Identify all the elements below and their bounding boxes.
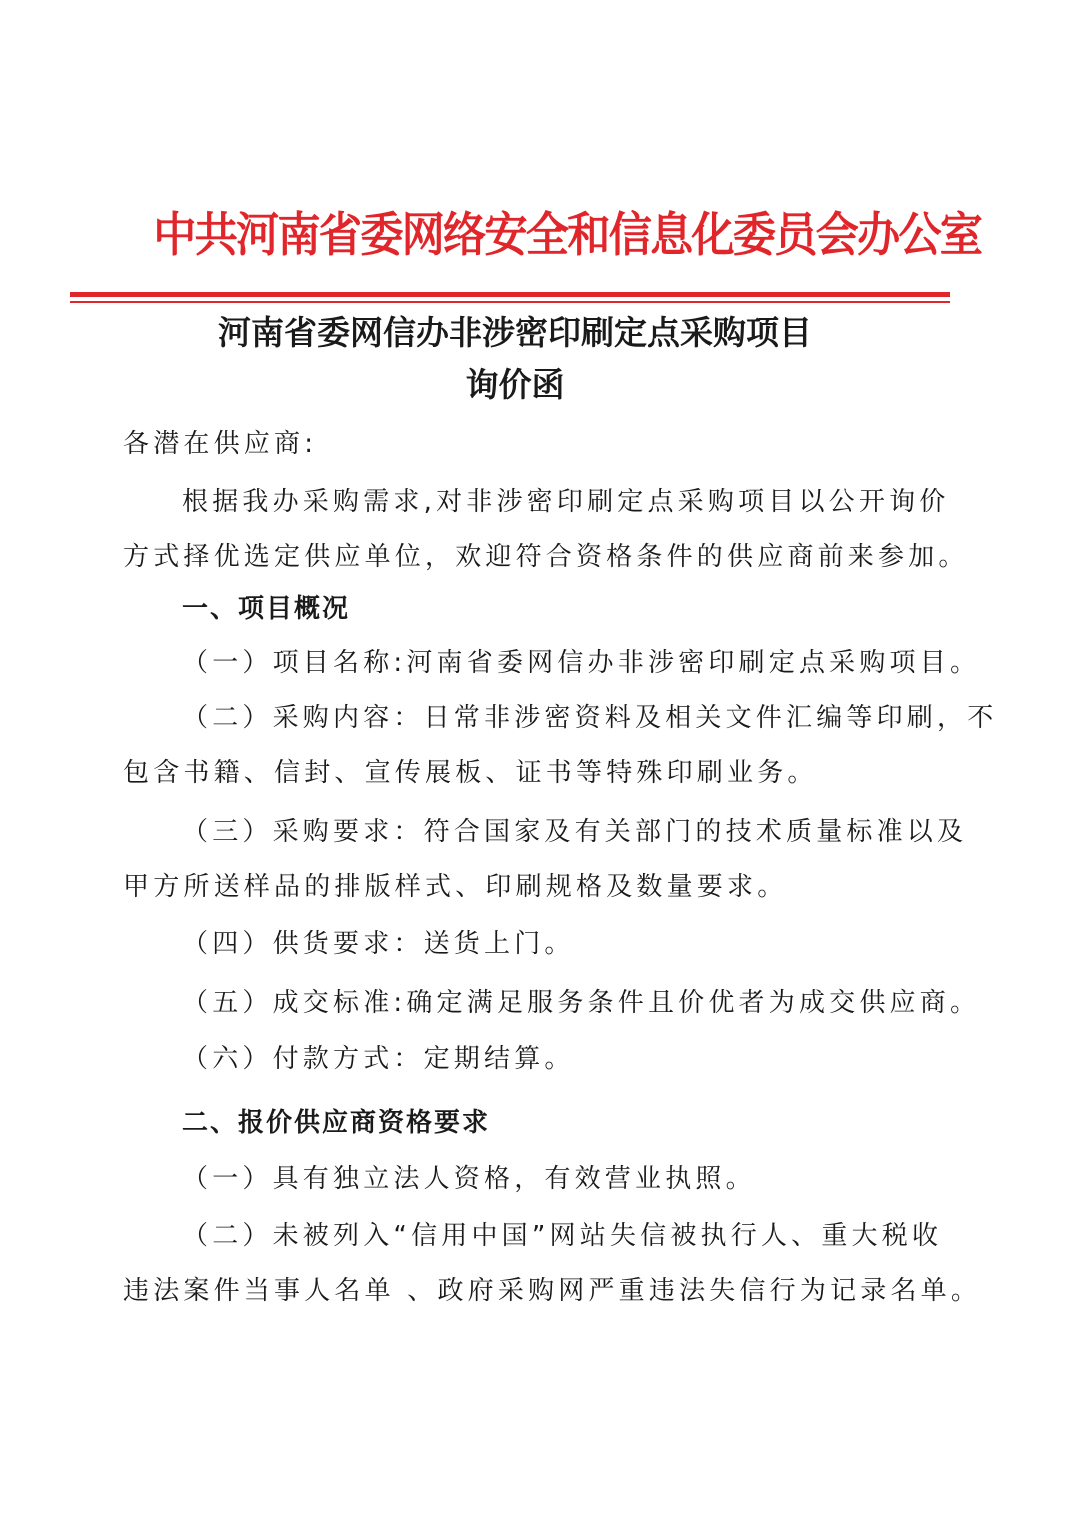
section-2-heading: 二、报价供应商资格要求 — [182, 1108, 491, 1138]
intro-line-1: 根据我办采购需求,对非涉密印刷定点采购项目以公开询价 — [182, 487, 950, 517]
section-1-item-1: （一）项目名称:河南省委网信办非涉密印刷定点采购项目。 — [182, 648, 981, 678]
section-1-item-2-line-1: （二）采购内容：日常非涉密资料及相关文件汇编等印刷，不 — [182, 703, 998, 733]
section-2-item-1: （一）具有独立法人资格，有效营业执照。 — [182, 1164, 756, 1194]
salutation: 各潜在供应商: — [123, 429, 318, 459]
section-1-item-5: （五）成交标准:确定满足服务条件且价优者为成交供应商。 — [182, 988, 981, 1018]
document-title-line-1: 河南省委网信办非涉密印刷定点采购项目 — [218, 313, 812, 352]
section-1-item-4: （四）供货要求：送货上门。 — [182, 929, 575, 959]
masthead-title: 中共河南省委网络安全和信息化委员会办公室 — [153, 208, 982, 263]
intro-line-2: 方式择优选定供应单位，欢迎符合资格条件的供应商前来参加。 — [123, 542, 969, 572]
section-1-item-3-line-2: 甲方所送样品的排版样式、印刷规格及数量要求。 — [123, 872, 788, 902]
document-title-line-2: 询价函 — [465, 365, 565, 404]
section-2-item-2-line-1: （二）未被列入“信用中国”网站失信被执行人、重大税收 — [182, 1221, 943, 1251]
section-1-item-6: （六）付款方式：定期结算。 — [182, 1044, 575, 1074]
section-1-heading: 一、项目概况 — [182, 594, 351, 624]
red-separator-thin — [70, 301, 950, 303]
red-separator-thick — [70, 292, 950, 297]
section-1-item-3-line-1: （三）采购要求：符合国家及有关部门的技术质量标准以及 — [182, 817, 968, 847]
section-2-item-2-line-2: 违法案件当事人名单 、政府采购网严重违法失信行为记录名单。 — [123, 1276, 982, 1306]
section-1-item-2-line-2: 包含书籍、信封、宣传展板、证书等特殊印刷业务。 — [123, 758, 818, 788]
